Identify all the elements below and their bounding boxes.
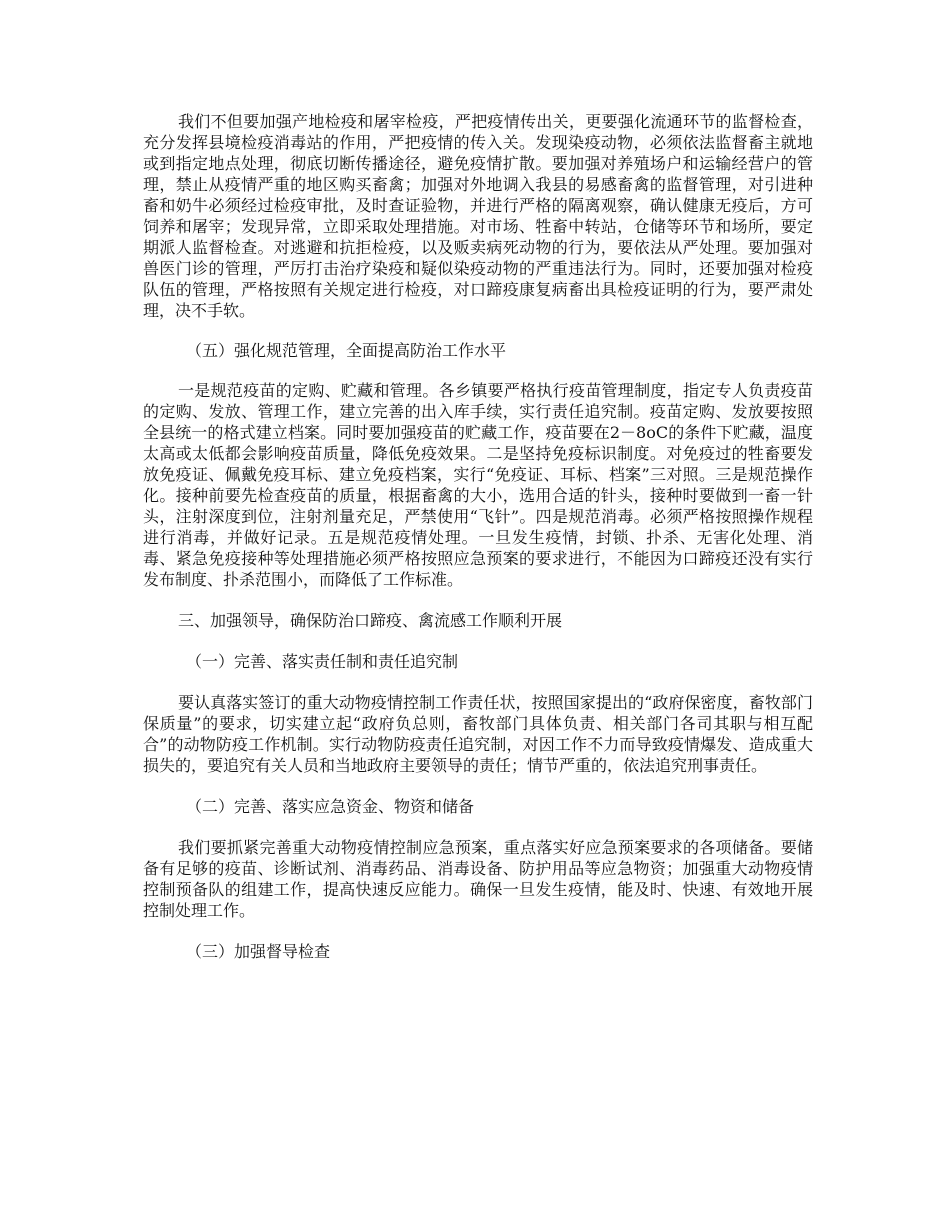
spacer	[143, 776, 813, 796]
spacer	[143, 321, 813, 340]
spacer	[143, 590, 813, 610]
paragraph-vaccine-management: 一是规范疫苗的定购、贮藏和管理。各乡镇要严格执行疫苗管理制度，指定专人负责疫苗的定购、发放、管理工作，建立完善的出入库手续，实行责任追究制。疫苗定购、发放要按照全县统一的格式建立档案。同时要加强疫苗的贮藏工作，疫苗要在2－8oC的条件下贮藏，温度太高或太低都会影响疫苗质量，降低免疫效果。二是坚持免疫标识制度。对免疫过的牲畜要发放免疫证、佩戴免疫耳标、建立免疫档案，实行“免疫证、耳标、档案”三对照。三是规范操作化。接种前要先检查疫苗的质量，根据畜禽的大小，选用合适的针头，接种时要做到一畜一针头，注射深度到位，注射剂量充足，严禁使用“飞针”。四是规范消毒。必须严格按照操作规程进行消毒，并做好记录。五是规范疫情处理。一旦发生疫情，封锁、扑杀、无害化处理、消毒、紧急免疫接种等处理措施必须严格按照应急预案的要求进行，不能因为口蹄疫还没有实行发布制度、扑杀范围小，而降低了工作标准。	[143, 381, 813, 589]
paragraph-responsibility-details: 要认真落实签订的重大动物疫情控制工作责任状，按照国家提出的“政府保密度，畜牧部门保质量”的要求，切实建立起“政府负总则，畜牧部门具体负责、相关部门各司其职与相互配合”的动物防疫工作机制。实行动物防疫责任追究制，对因工作不力而导致疫情爆发、造成重大损失的，要追究有关人员和当地政府主要领导的责任；情节严重的，依法追究刑事责任。	[143, 693, 813, 775]
subheading-supervision-inspection: （三）加强督导检查	[186, 942, 331, 961]
spacer	[143, 672, 813, 692]
subheading-standardized-management: （五）强化规范管理，全面提高防治工作水平	[186, 341, 507, 360]
document-body	[143, 111, 813, 962]
spacer	[143, 817, 813, 837]
subheading-responsibility-system: （一）完善、落实责任制和责任追究制	[186, 652, 459, 671]
subheading-emergency-reserves: （二）完善、落实应急资金、物资和储备	[186, 797, 475, 816]
paragraph-quarantine-supervision: 我们不但要加强产地检疫和屠宰检疫，严把疫情传出关，更要强化流通环节的监督检查，充分发挥县境检疫消毒站的作用，严把疫情的传入关。发现染疫动物，必须依法监督畜主就地或到指定地点处理，彻底切断传播途径，避免疫情扩散。要加强对养殖场户和运输经营户的管理，禁止从疫情严重的地区购买畜禽；加强对外地调入我县的易感畜禽的监督管理，对引进种畜和奶牛必须经过检疫审批，及时查证验物，并进行严格的隔离观察，确认健康无疫后，方可饲养和屠宰；发现异常，立即采取处理措施。对市场、牲畜中转站，仓储等环节和场所，要定期派人监督检查。对逃避和抗拒检疫，以及贩卖病死动物的行为，要依法从严处理。要加强对兽医门诊的管理，严厉打击治疗染疫和疑似染疫动物的严重违法行为。同时，还要加强对检疫队伍的管理，严格按照有关规定进行检疫，对口蹄疫康复病畜出具检疫证明的行为，要严肃处理，决不手软。	[143, 112, 813, 320]
paragraph-emergency-plan: 我们要抓紧完善重大动物疫情控制应急预案，重点落实好应急预案要求的各项储备。要储备有足够的疫苗、诊断试剂、消毒药品、消毒设备、防护用品等应急物资；加强重大动物疫情控制预备队的组建工作，提高快速反应能力。确保一旦发生疫情，能及时、快速、有效地开展控制处理工作。	[143, 838, 813, 920]
section-heading-leadership: 三、加强领导，确保防治口蹄疫、禽流感工作顺利开展	[178, 611, 563, 630]
spacer	[143, 631, 813, 651]
spacer	[143, 361, 813, 380]
spacer	[143, 921, 813, 941]
